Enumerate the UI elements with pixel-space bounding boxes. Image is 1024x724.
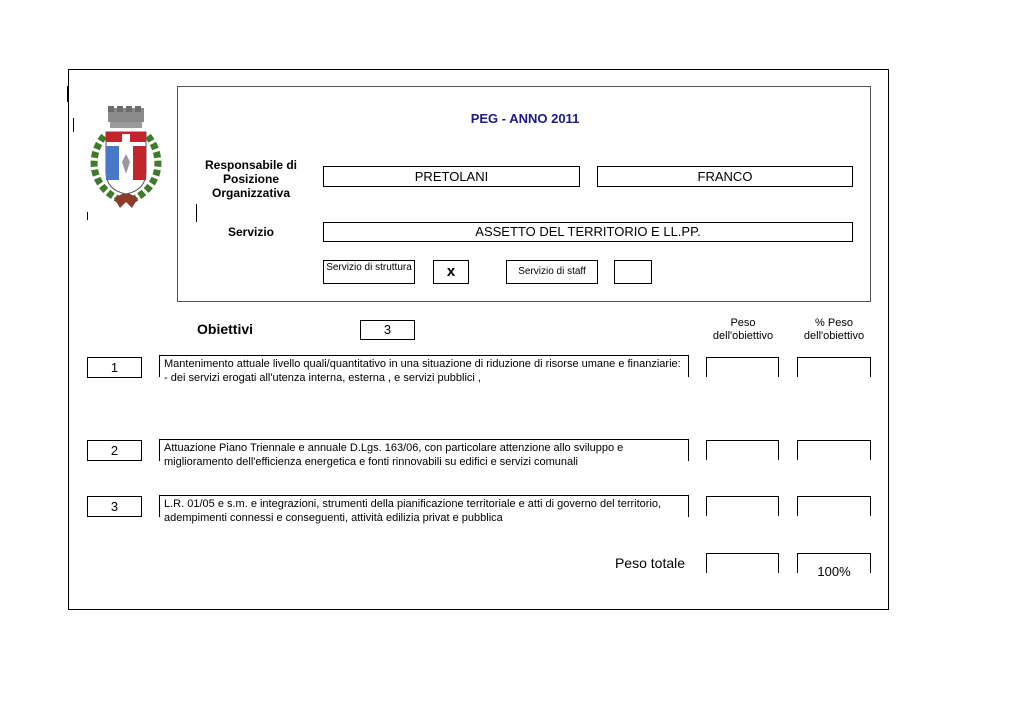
name-field[interactable]: FRANCO <box>597 166 853 187</box>
servizio-staff-checkbox[interactable] <box>614 260 652 284</box>
obiettivi-label: Obiettivi <box>197 321 254 337</box>
peso-header: Peso dell'obiettivo <box>712 317 774 342</box>
peso-totale-label: Peso totale <box>614 555 686 571</box>
objective-peso-field[interactable] <box>706 496 779 516</box>
servizio-label: Servizio <box>227 225 275 239</box>
objective-description[interactable]: Attuazione Piano Triennale e annuale D.Lgs. 163/06, con particolare attenzione allo sviluppo e miglioramento dell'efficienza energetica e fonti rinnovabili su edifici e servizi comunali <box>159 439 689 461</box>
perc-peso-header: % Peso dell'obiettivo <box>803 317 865 342</box>
page-title: PEG - ANNO 2011 <box>470 111 580 126</box>
perc-totale-value: 100% <box>817 564 851 579</box>
objective-description[interactable]: Mantenimento attuale livello quali/quantitativo in una situazione di riduzione di risorse umane e finanziarie: - dei servizi erogati all'utenza interna, esterna , e servizi pubblici , <box>159 355 689 377</box>
servizio-struttura-checkbox[interactable]: x <box>433 260 469 284</box>
servizio-struttura-label: Servizio di struttura <box>323 260 415 284</box>
objective-perc-field[interactable] <box>797 357 871 377</box>
objective-peso-field[interactable] <box>706 440 779 460</box>
servizio-staff-label: Servizio di staff <box>506 260 598 284</box>
objective-description[interactable]: L.R. 01/05 e s.m. e integrazioni, strumenti della pianificazione territoriale e atti di governo del territorio, adempimenti connessi e conseguenti, attività edilizia privat e pubblica <box>159 495 689 517</box>
municipal-coat-of-arms-icon <box>84 106 168 214</box>
servizio-field[interactable]: ASSETTO DEL TERRITORIO E LL.PP. <box>323 222 853 242</box>
objective-perc-field[interactable] <box>797 440 871 460</box>
objective-number: 3 <box>87 496 142 517</box>
objective-number: 2 <box>87 440 142 461</box>
frame-tick <box>73 118 74 132</box>
obiettivi-count[interactable]: 3 <box>360 320 415 340</box>
surname-field[interactable]: PRETOLANI <box>323 166 580 187</box>
objective-number: 1 <box>87 357 142 378</box>
responsabile-label: Responsabile di Posizione Organizzativa <box>204 158 298 200</box>
objective-perc-field[interactable] <box>797 496 871 516</box>
objective-peso-field[interactable] <box>706 357 779 377</box>
peso-totale-field[interactable] <box>706 553 779 573</box>
frame-tick <box>67 86 68 102</box>
